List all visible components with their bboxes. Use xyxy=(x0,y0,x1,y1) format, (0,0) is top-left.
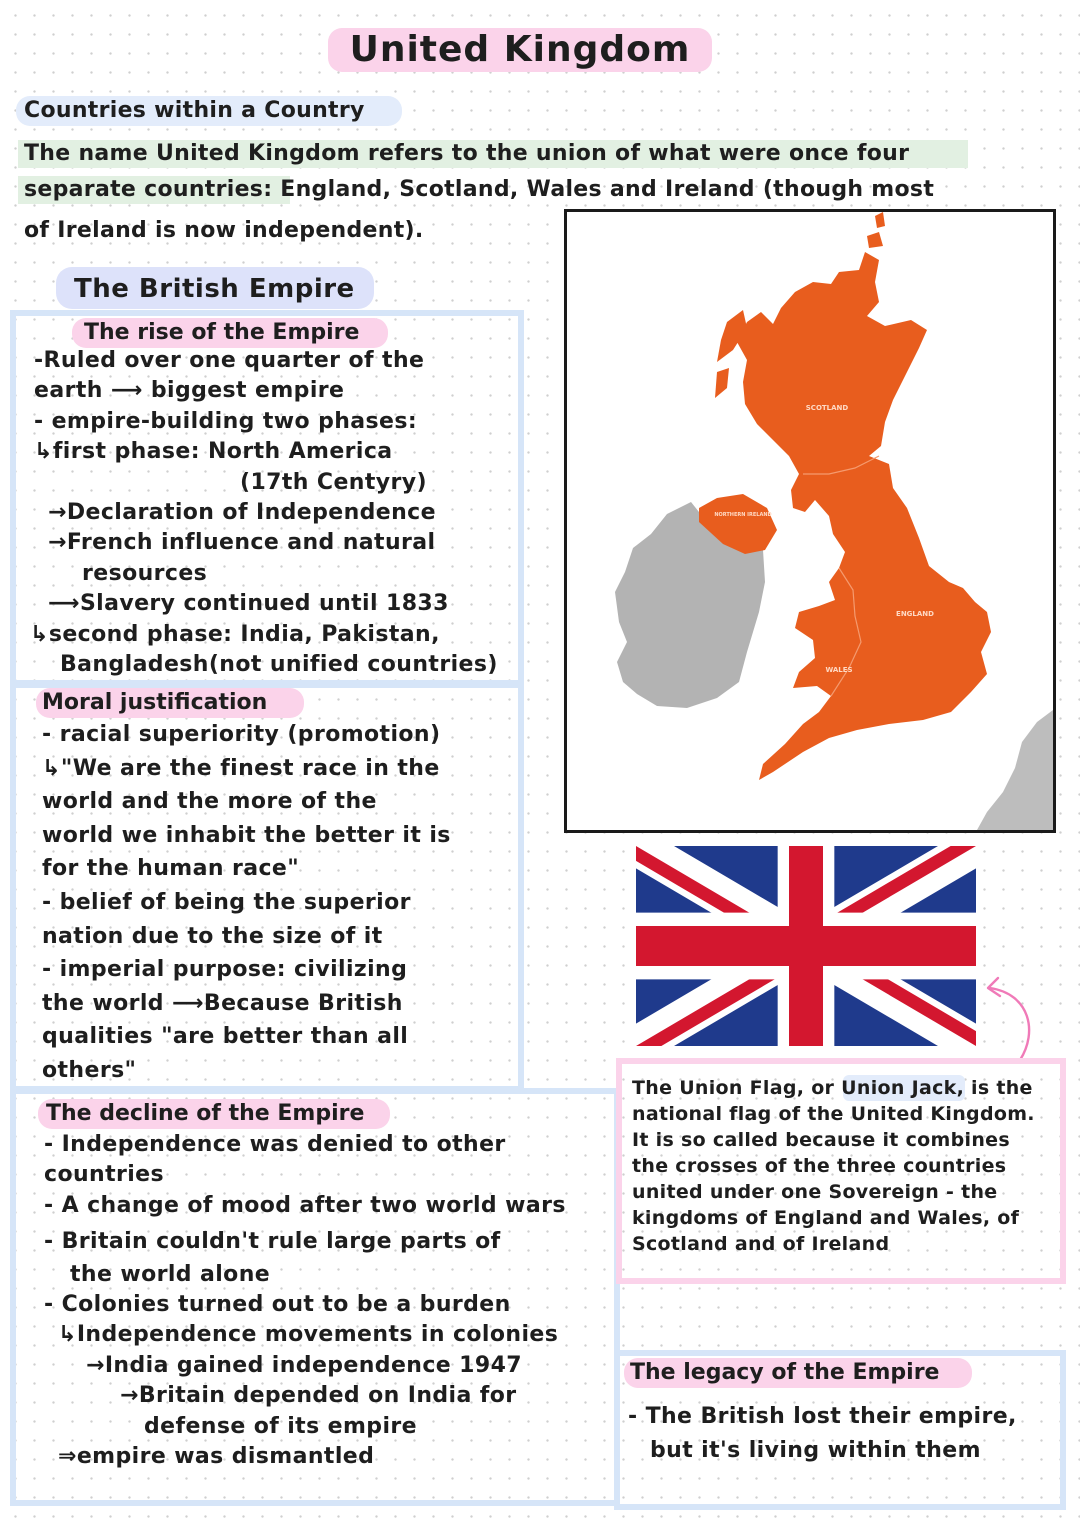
moral-line: - racial superiority (promotion) xyxy=(42,722,441,747)
moral-text xyxy=(42,718,451,1088)
flag-caption-line: national flag of the United Kingdom. xyxy=(632,1103,1035,1125)
map-label-northern-ireland: NORTHERN IRELAND xyxy=(714,512,772,518)
decline-text xyxy=(44,1130,566,1472)
great-britain-landmass xyxy=(737,252,991,780)
empire-heading: The British Empire xyxy=(74,274,355,304)
decline-line: countries xyxy=(44,1162,165,1188)
decline-line: defense of its empire xyxy=(144,1413,417,1439)
intro-line-1: The name United Kingdom refers to the union of what were once four xyxy=(24,141,910,166)
flag-caption-line: Scotland and of Ireland xyxy=(632,1233,890,1255)
flag-caption-line: the crosses of the three countries xyxy=(632,1155,1007,1177)
rise-line: (17th Centyry) xyxy=(240,469,427,495)
decline-line: - Britain couldn't rule large parts of xyxy=(44,1229,501,1255)
rise-line: -Ruled over one quarter of the xyxy=(34,348,425,373)
curved-arrow-icon xyxy=(980,972,1040,1064)
moral-heading: Moral justification xyxy=(42,690,268,715)
legacy-line: but it's living within them xyxy=(650,1438,981,1463)
decline-line: ⇒empire was dismantled xyxy=(58,1443,375,1469)
rise-text xyxy=(30,346,498,680)
uk-map xyxy=(564,209,1056,833)
rise-line: ↳first phase: North America xyxy=(34,439,393,465)
map-label-wales: WALES xyxy=(825,666,853,674)
decline-line: the world alone xyxy=(70,1261,271,1287)
legacy-text xyxy=(628,1400,1017,1468)
rise-line: →French influence and natural xyxy=(48,530,436,556)
hebrides-island xyxy=(715,368,729,398)
uk-map-svg xyxy=(567,212,1053,830)
moral-line: others" xyxy=(42,1057,137,1083)
legacy-heading: The legacy of the Empire xyxy=(630,1360,940,1385)
europe-landmass xyxy=(977,710,1053,830)
decline-line: - Colonies turned out to be a burden xyxy=(44,1291,511,1317)
decline-line: →India gained independence 1947 xyxy=(86,1352,522,1378)
moral-line: - belief of being the superior xyxy=(42,889,411,915)
rise-line: ↳second phase: India, Pakistan, xyxy=(30,621,440,647)
intro-heading: Countries within a Country xyxy=(24,98,365,123)
flag-caption-line: The Union Flag, or Union Jack, is the xyxy=(632,1077,1033,1099)
flag-caption-line: kingdoms of England and Wales, of xyxy=(632,1207,1020,1229)
moral-line: qualities "are better than all xyxy=(42,1024,409,1050)
rise-line: →Declaration of Independence xyxy=(48,499,436,525)
orkney-island xyxy=(867,232,883,248)
rise-line: resources xyxy=(82,560,208,586)
rise-line: ⟶Slavery continued until 1833 xyxy=(48,591,449,617)
moral-line: nation due to the size of it xyxy=(42,923,383,949)
intro-line-3: of Ireland is now independent). xyxy=(24,218,424,243)
decline-line: →Britain depended on India for xyxy=(120,1383,517,1409)
flag-caption xyxy=(632,1075,1035,1257)
page-title: United Kingdom xyxy=(328,28,712,72)
intro-line-2: separate countries: England, Scotland, Wales and Ireland (though most xyxy=(24,177,935,202)
rise-heading: The rise of the Empire xyxy=(84,320,360,345)
moral-line: ↳"We are the finest race in the xyxy=(42,755,440,781)
moral-line: for the human race" xyxy=(42,856,300,882)
rise-line: earth ⟶ biggest empire xyxy=(34,378,345,404)
union-jack-svg xyxy=(636,846,976,1046)
decline-line: - Independence was denied to other xyxy=(44,1132,506,1157)
rise-line: - empire-building two phases: xyxy=(34,408,418,434)
moral-line: - imperial purpose: civilizing xyxy=(42,957,408,983)
decline-line: - A change of mood after two world wars xyxy=(44,1192,566,1218)
shetland-island xyxy=(875,212,885,228)
flag-caption-line: It is so called because it combines xyxy=(632,1129,1010,1151)
union-jack-flag xyxy=(636,846,976,1046)
rise-line: Bangladesh(not unified countries) xyxy=(60,651,498,677)
moral-line: world and the more of the xyxy=(42,789,377,815)
decline-heading: The decline of the Empire xyxy=(46,1101,365,1126)
moral-line: world we inhabit the better it is xyxy=(42,822,451,848)
map-label-scotland: SCOTLAND xyxy=(805,404,849,412)
map-label-england: ENGLAND xyxy=(896,610,934,618)
flag-caption-line: united under one Sovereign - the xyxy=(632,1181,998,1203)
moral-line: the world ⟶Because British xyxy=(42,990,403,1016)
legacy-line: - The British lost their empire, xyxy=(628,1404,1017,1429)
decline-line: ↳Independence movements in colonies xyxy=(58,1322,559,1348)
